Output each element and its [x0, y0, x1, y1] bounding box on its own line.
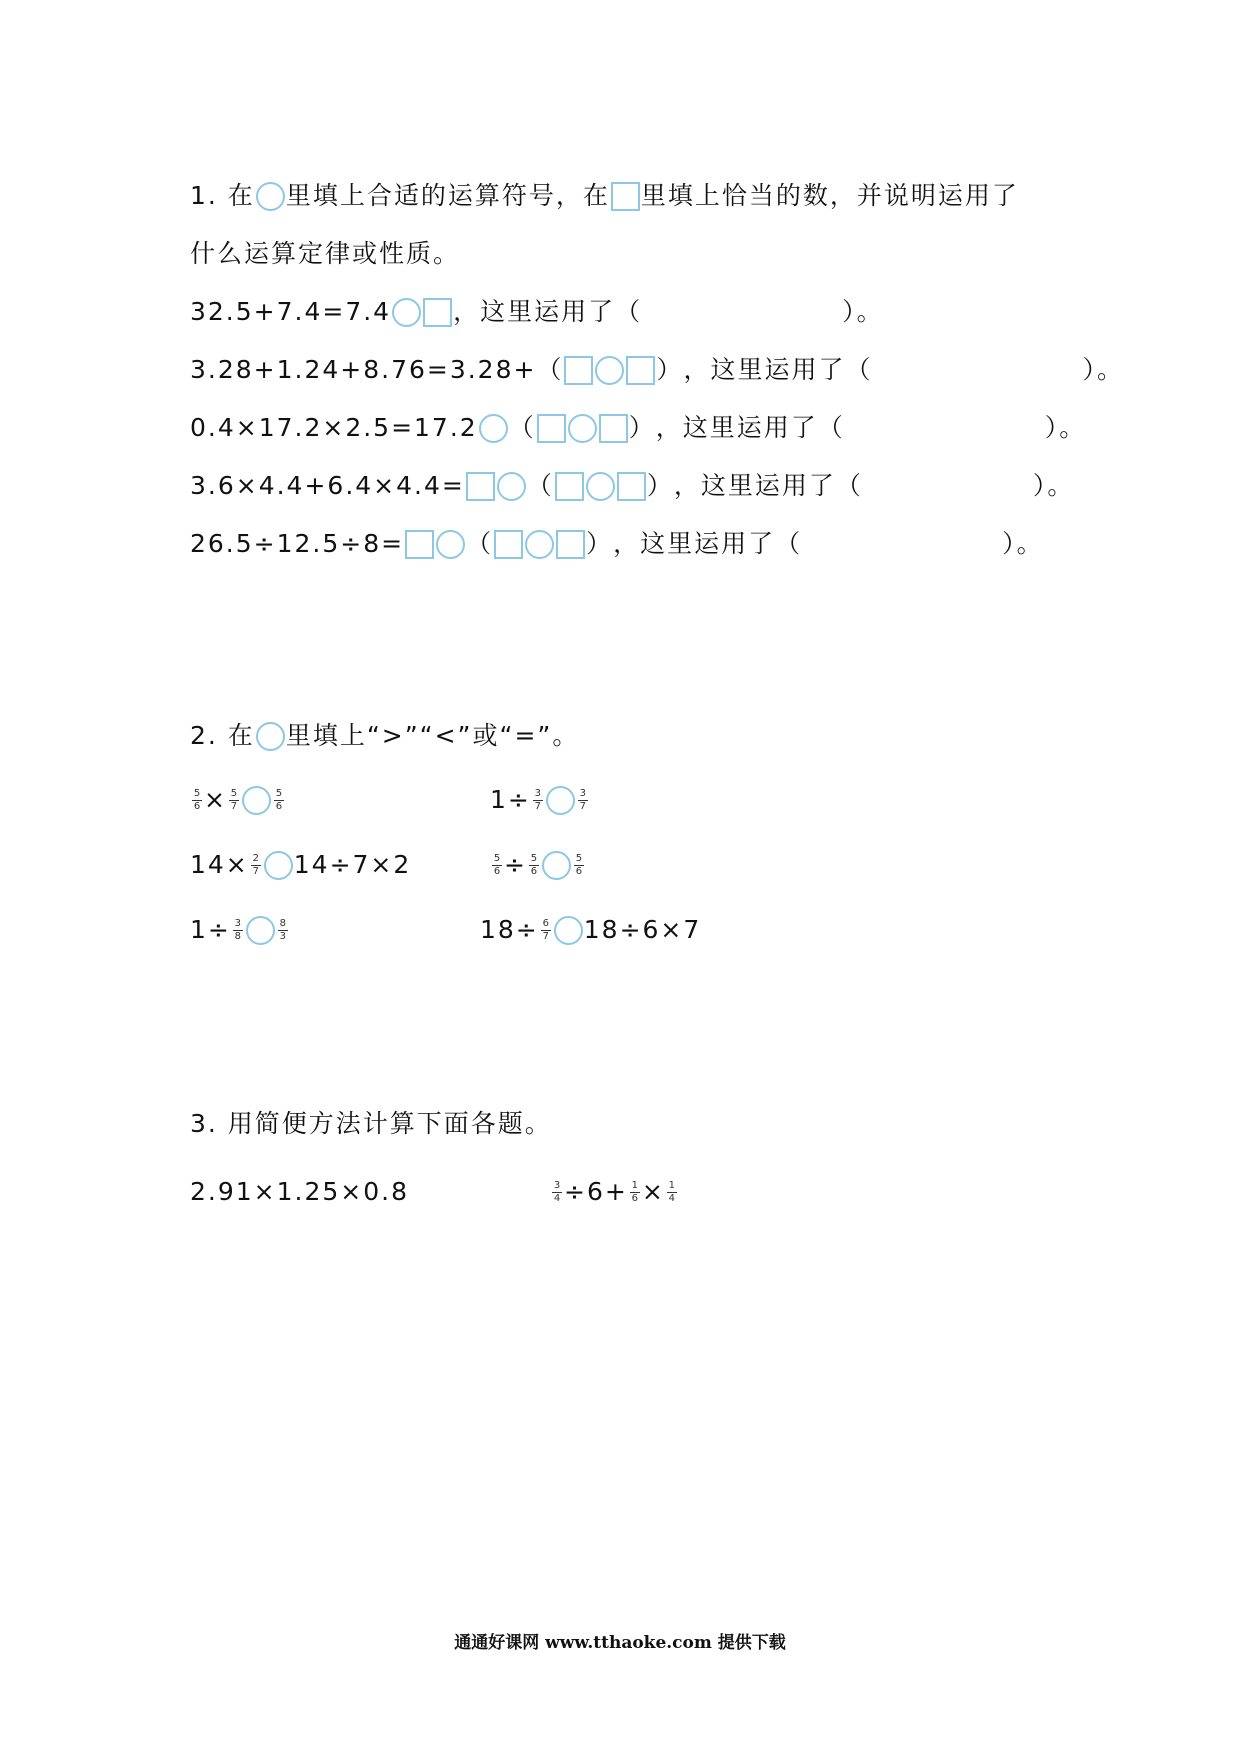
expr-part: 14÷7×2	[293, 850, 412, 879]
fraction: $\frac{5}{6}$	[575, 852, 583, 877]
q1-item-4-expr: 3.6×4.4+6.4×4.4=	[190, 471, 465, 500]
fraction: $\frac{3}{7}$	[579, 787, 587, 812]
compare-circle[interactable]	[264, 851, 293, 880]
q1-item-3	[190, 408, 1086, 448]
fraction: $\frac{1}{6}$	[631, 1179, 638, 1204]
answer-box[interactable]	[494, 530, 523, 559]
q1-item-5-open: （	[466, 529, 494, 558]
q1-item-1	[190, 292, 884, 332]
q1-intro-part2: 里填上合适的运算符号，在	[285, 181, 610, 210]
q1-item-3-end: ）。	[1044, 413, 1087, 442]
q1-item-5-expr: 26.5÷12.5÷8=	[190, 529, 405, 558]
expr-part: 1÷	[490, 785, 531, 814]
answer-circle[interactable]	[436, 530, 465, 559]
expr-part: 18÷6×7	[583, 915, 702, 944]
divide-sign: ÷	[504, 850, 527, 879]
compare-circle[interactable]	[242, 786, 271, 815]
q1-intro-line1	[190, 176, 1019, 216]
answer-box[interactable]	[599, 414, 628, 443]
answer-circle[interactable]	[595, 356, 624, 385]
expr-part: ÷6+	[564, 1177, 628, 1206]
answer-circle[interactable]	[479, 414, 508, 443]
q1-item-3-expr: 0.4×17.2×2.5=17.2	[190, 413, 478, 442]
compare-circle[interactable]	[542, 851, 571, 880]
q1-item-2-close: ）	[656, 355, 684, 384]
fraction: $\frac{3}{8}$	[234, 917, 242, 942]
q1-item-1-expr: 32.5+7.4=7.4	[190, 297, 392, 326]
times-sign: ×	[204, 785, 227, 814]
operator-circle-icon	[256, 182, 285, 211]
q2-title	[190, 716, 579, 756]
answer-box[interactable]	[537, 414, 566, 443]
fraction: $\frac{5}{6}$	[275, 787, 283, 812]
q2-row2-right	[490, 845, 586, 885]
number-box-icon	[611, 182, 640, 211]
q1-item-2	[190, 350, 1124, 390]
q2-row2-left	[190, 845, 411, 885]
q1-item-5-mid: ，这里运用了（	[613, 529, 803, 558]
fraction: $\frac{1}{4}$	[668, 1179, 675, 1204]
answer-box[interactable]	[555, 472, 584, 501]
q1-intro-part1: 1. 在	[190, 181, 255, 210]
answer-box[interactable]	[466, 472, 495, 501]
answer-circle[interactable]	[392, 298, 421, 327]
q2-row1-left	[190, 780, 286, 820]
answer-box[interactable]	[423, 298, 452, 327]
q1-item-4-close: ）	[646, 471, 674, 500]
fraction: $\frac{2}{7}$	[252, 852, 259, 877]
q3-right-expression	[550, 1172, 679, 1212]
q1-item-4-open: （	[526, 471, 554, 500]
answer-box[interactable]	[405, 530, 434, 559]
q1-item-5-close: ）	[586, 529, 614, 558]
fraction: $\frac{5}{6}$	[493, 852, 501, 877]
expr-part: 1÷	[190, 915, 231, 944]
fraction: $\frac{5}{6}$	[193, 787, 201, 812]
compare-circle[interactable]	[546, 786, 575, 815]
q3-title: 3. 用简便方法计算下面各题。	[190, 1109, 552, 1138]
q1-intro-part3: 里填上恰当的数，并说明运用了	[640, 181, 1019, 210]
q2-row3-right	[480, 910, 701, 950]
fraction: $\frac{3}{4}$	[553, 1179, 561, 1204]
q2-row1-right	[490, 780, 590, 820]
q2-title-part2: 里填上“>”“<”或“=”。	[285, 721, 580, 750]
q1-item-4-end: ）。	[1032, 471, 1075, 500]
expr-part: 14×	[190, 850, 249, 879]
compare-circle[interactable]	[246, 916, 275, 945]
expr-part: 18÷	[480, 915, 539, 944]
answer-box[interactable]	[617, 472, 646, 501]
fraction: $\frac{6}{7}$	[542, 917, 549, 942]
operator-circle-icon	[256, 722, 285, 751]
q1-item-4-mid: ，这里运用了（	[673, 471, 863, 500]
q1-item-1-mid: ，这里运用了（	[453, 297, 643, 326]
fraction: $\frac{8}{3}$	[279, 917, 287, 942]
times-sign: ×	[641, 1177, 665, 1206]
q1-item-2-mid: ，这里运用了（	[683, 355, 873, 384]
q1-item-1-end: ）。	[842, 297, 884, 326]
q2-title-part1: 2. 在	[190, 721, 255, 750]
q1-intro-line2: 什么运算定律或性质。	[190, 239, 461, 268]
q2-row3-left	[190, 910, 290, 950]
answer-circle[interactable]	[525, 530, 554, 559]
q1-item-2-expr: 3.28+1.24+8.76=3.28+（	[190, 355, 564, 384]
answer-circle[interactable]	[586, 472, 615, 501]
fraction: $\frac{5}{7}$	[230, 787, 238, 812]
q3-left-expression: 2.91×1.25×0.8	[190, 1177, 409, 1206]
answer-circle[interactable]	[568, 414, 597, 443]
q1-item-3-open: （	[508, 413, 536, 442]
compare-circle[interactable]	[554, 916, 583, 945]
fraction: $\frac{3}{7}$	[534, 787, 542, 812]
answer-circle[interactable]	[497, 472, 526, 501]
fraction: $\frac{5}{6}$	[530, 852, 538, 877]
q1-item-3-close: ）	[628, 413, 656, 442]
q1-item-2-end: ）。	[1082, 355, 1124, 384]
q1-item-3-mid: ，这里运用了（	[655, 413, 845, 442]
download-source-footer: 通通好课网 www.tthaoke.com 提供下载	[454, 1633, 786, 1653]
answer-box[interactable]	[626, 356, 655, 385]
q1-item-5-end: ）。	[1002, 529, 1044, 558]
answer-box[interactable]	[556, 530, 585, 559]
answer-box[interactable]	[564, 356, 593, 385]
q1-item-4	[190, 466, 1074, 506]
q1-item-5	[190, 524, 1044, 564]
